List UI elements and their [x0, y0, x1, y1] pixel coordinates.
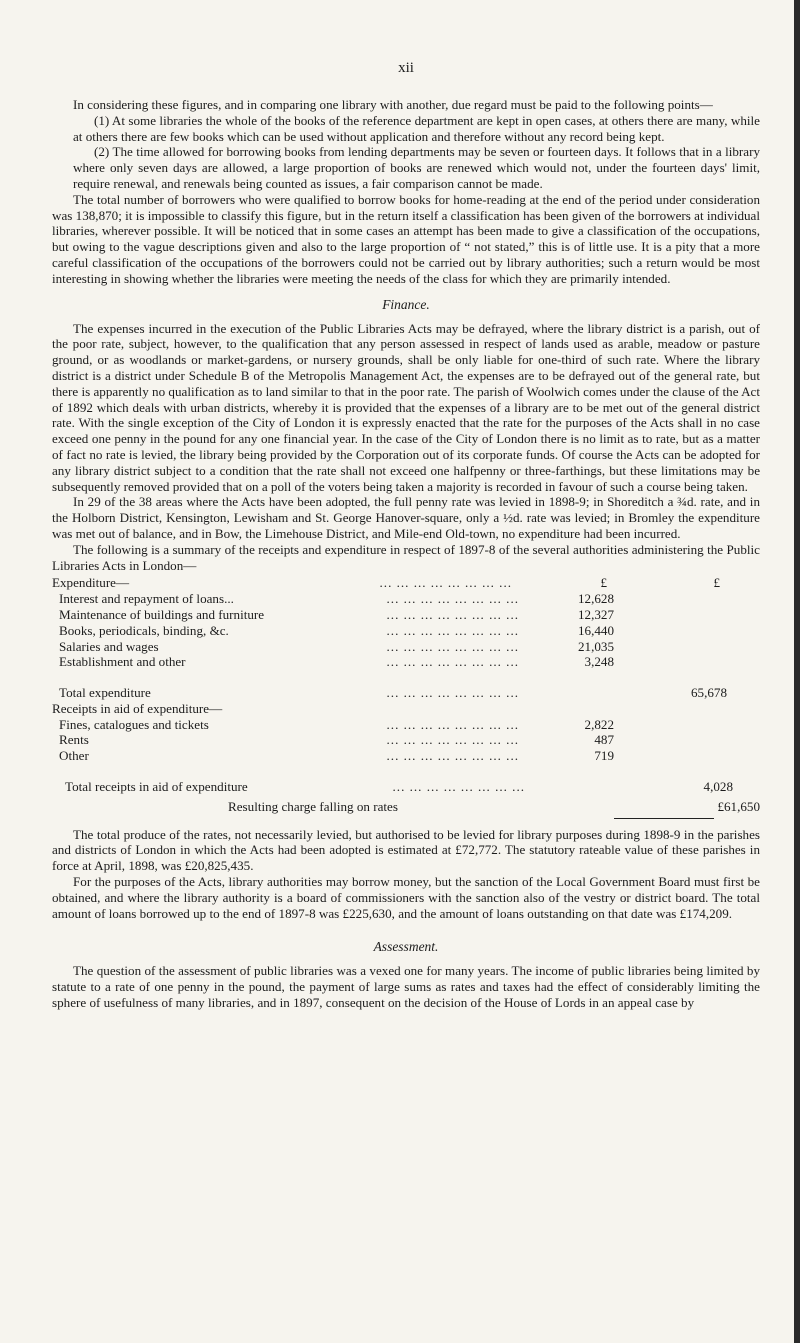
row-value: 21,035	[577, 638, 614, 654]
expenditure-label: Expenditure— ... ... ... ... ... ... ... ...	[52, 575, 512, 591]
row-value: 719	[594, 748, 614, 764]
paragraph-rates-levied: In 29 of the 38 areas where the Acts have been adopted, the full penny rate was levied in 1898-9; in Shoreditch a ¾d. rate, and in the Holborn District, Kensington, Lewisham and St. George Hanover-square, only a ½d. rate was levied; in Bromley the expenditure was met out of balance, and in Bow, the Limehouse District, and Mile-end Old-town, no expenditure had been incurred.	[52, 494, 760, 541]
row-value: 12,628	[577, 591, 614, 607]
row-label: Rents ... ... ... ... ... ... ... ...	[59, 732, 519, 748]
point-2: (2) The time allowed for borrowing books from lending departments may be seven or fourteen days. It follows that in a library where only seven days are allowed, a large proportion of books are renewed which would not, under the fourteen days' limit, require renewal, and renewals being counted as issues, a fair comparison cannot be made.	[73, 144, 760, 191]
expenditure-row	[52, 654, 760, 670]
receipts-header-row	[52, 701, 760, 717]
section-heading-finance: Finance.	[382, 296, 430, 312]
row-label: Fines, catalogues and tickets ... ... ... ... ... ... ... ...	[59, 716, 519, 732]
finance-table	[52, 575, 760, 818]
expenditure-row	[52, 607, 760, 623]
row-label: Salaries and wages ... ... ... ... ... ... ... ...	[59, 638, 519, 654]
receipts-label: Receipts in aid of expenditure—	[52, 700, 223, 716]
total-expenditure-label: Total expenditure ... ... ... ... ... ... ... ...	[59, 685, 519, 701]
expenditure-row	[52, 591, 760, 607]
resulting-charge-row	[52, 799, 760, 815]
paragraph-intro: In considering these figures, and in comparing one library with another, due regard must be paid to the following points—	[73, 97, 713, 112]
closing-rule	[614, 818, 714, 819]
resulting-charge-value: £61,650	[717, 798, 760, 814]
row-label: Books, periodicals, binding, &c. ... ... ... ... ... ... ... ...	[59, 622, 519, 638]
total-receipts-value: 4,028	[703, 779, 733, 795]
paragraph-borrowers: The total number of borrowers who were qualified to borrow books for home-reading at the end of the period under consideration was 138,870; it is impossible to classify this figure, but in the return itself a classification has been given of the borrowers at individual libraries, wherever possible. It will be noticed that in some cases an attempt has been made to give a classification of the occupations, but owing to the vague descriptions given and also to the large proportion of “ not stated,” this is of little use. It is a pity that a more careful classification of the occupations of the borrowers could not be carried out by library authorities; such a return would be most interesting in showing whether the libraries were meeting the needs of the class for which they are primarily intended.	[52, 191, 760, 286]
receipt-row	[52, 748, 760, 764]
paragraph-expenses: The expenses incurred in the execution of the Public Libraries Acts may be defrayed, where the library district is a parish, out of the poor rate, subject, however, to the qualification that any person assessed in respect of lands used as arable, meadow or pasture ground, or as woodlands or market-gardens, or nursery grounds, shall be only liable for one-third of such rate. Where the library district is a district under Schedule B of the Metropolis Management Act, the expenses are to be defrayed out of the general rate, but there is apparently no qualification as to land similar to that in the poor rate. The parish of Woolwich comes under the clause of the Act of 1892 which deals with urban districts, whereby it is provided that the expenses of a library are to be met out of the general district rate. With the single exception of the City of London it is expressly enacted that the rate for the purposes of the Acts shall in no case exceed one penny in the pound for any one financial year. In the case of the City of London there is no limit as to rate, but as a matter of fact no rate is levied, the library being provided by the Corporation out of its corporate funds. Of course the Acts can be adopted for any library district subject to a condition that the rate shall not exceed one halfpenny or three-farthings, but these limitations may be subsequently removed provided that on a poll of the voters being taken a majority is recorded in favour of such a course being taken.	[52, 320, 760, 494]
total-receipts-label: Total receipts in aid of expenditure ... ... ... ... ... ... ... ...	[65, 779, 525, 795]
total-expenditure-row	[52, 685, 760, 701]
expenditure-row	[52, 623, 760, 639]
finance-header-row	[52, 575, 760, 591]
row-label: Maintenance of buildings and furniture ... ... ... ... ... ... ... ...	[59, 606, 519, 622]
paragraph-summary-intro: The following is a summary of the receipts and expenditure in respect of 1897-8 of the several authorities administering the Public Libraries Acts in London—	[52, 541, 760, 573]
paragraph-borrowing: For the purposes of the Acts, library authorities may borrow money, but the sanction of the Local Government Board must first be obtained, and where the library authority is a board of commissioners with the sanction also of the vestry or district board. The total amount of loans borrowed up to the end of 1897-8 was £225,630, and the amount of loans outstanding on that date was £174,209.	[52, 874, 760, 921]
section-heading-assessment: Assessment.	[373, 939, 439, 955]
total-expenditure-value: 65,678	[690, 685, 727, 701]
paragraph-assessment: The question of the assessment of public libraries was a vexed one for many years. The income of public libraries being limited by statute to a rate of one penny in the pound, the payment of large sums as rates and taxes had the effect of considerably limiting the sphere of usefulness of many libraries, and in 1897, consequent on the decision of the House of Lords in an appeal case by	[52, 963, 760, 1011]
row-value: 2,822	[584, 716, 614, 732]
point-1: (1) At some libraries the whole of the books of the reference department are kept in open cases, at others there are many, while at others there are few books which can be used without application and therefore without any record being kept.	[73, 112, 760, 144]
row-value: 487	[594, 732, 614, 748]
row-label: Interest and repayment of loans... ... ... ... ... ... ... ... ...	[59, 591, 519, 607]
page-edge-shadow	[794, 0, 800, 1343]
receipt-row	[52, 717, 760, 733]
row-value: 12,327	[577, 606, 614, 622]
row-value: 16,440	[577, 622, 614, 638]
expenditure-row	[52, 639, 760, 655]
receipt-row	[52, 732, 760, 748]
total-receipts-row	[52, 779, 760, 795]
row-label: Establishment and other ... ... ... ... ... ... ... ...	[59, 654, 519, 670]
resulting-charge-label: Resulting charge falling on rates	[228, 798, 398, 814]
paragraph-rates-produce: The total produce of the rates, not necessarily levied, but authorised to be levied for library purposes during 1898-9 in the parishes and districts of London in which the Acts had been adopted is estimated at £72,772. The statutory rateable value of these parishes in force at April, 1898, was £20,825,435.	[52, 826, 760, 874]
row-label: Other ... ... ... ... ... ... ... ...	[59, 748, 519, 764]
currency-col1: £	[600, 575, 607, 591]
page-number: xii	[398, 60, 414, 76]
currency-col2: £	[713, 575, 720, 591]
row-value: 3,248	[584, 654, 614, 670]
